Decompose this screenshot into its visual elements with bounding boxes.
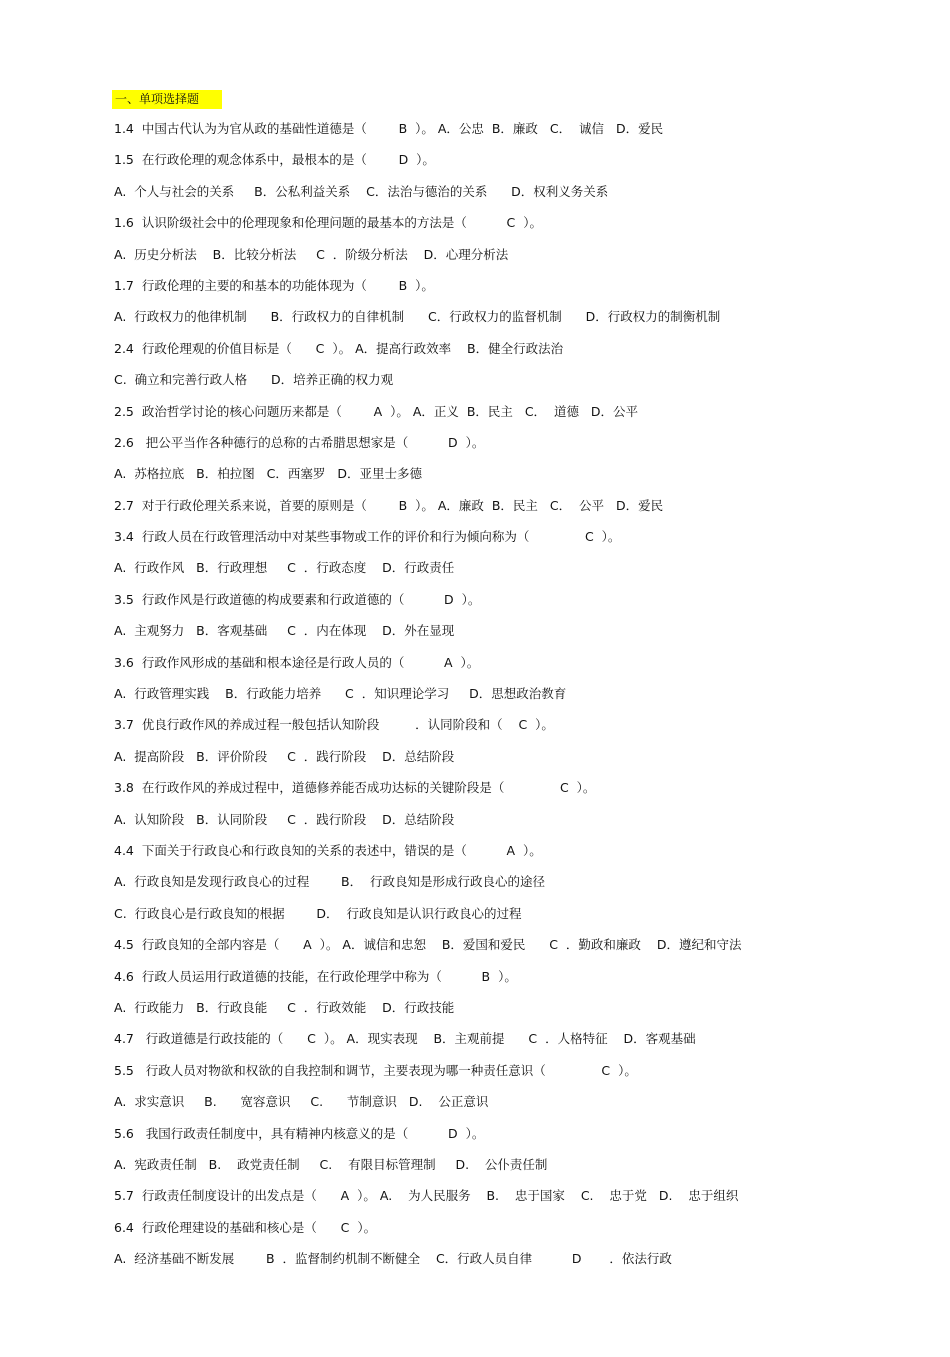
question-line: A. 个人与社会的关系 B．公私利益关系 C．法治与德治的关系 D．权利义务关系 [114, 183, 609, 199]
question-line: 5.6 我国行政责任制度中，具有精神内核意义的是（ D ）。 [114, 1125, 485, 1141]
question-line: 4.5 行政良知的全部内容是（ A ）。 A．诚信和忠恕 B．爱国和爱民 C ．勤政和廉政 D．遵纪和守法 [114, 937, 742, 953]
question-line: 2.7 对于行政伦理关系来说，首要的原则是（ B ）。 A．廉政 B．民主 C． 公平 D．爱民 [114, 497, 664, 513]
question-line: 3.7 优良行政作风的养成过程一般包括认知阶段 ．认同阶段和（ C ）。 [114, 717, 554, 733]
question-line: 2.4 行政伦理观的价值目标是（ C ）。 A．提高行政效率 B．健全行政法治 [114, 340, 564, 356]
question-line: 2.5 政治哲学讨论的核心问题历来都是（ A ）。 A．正义 B．民主 C． 道德 D．公平 [114, 403, 639, 419]
question-line: 3.4 行政人员在行政管理活动中对某些事物或工作的评价和行为倾向称为（ C ）。 [114, 529, 621, 545]
question-line: C. 行政良心是行政良知的根据 D． 行政良知是认识行政良心的过程 [114, 905, 522, 921]
question-line: 1.7 行政伦理的主要的和基本的功能体现为（ B ）。 [114, 277, 434, 293]
question-line: 3.5 行政作风是行政道德的构成要素和行政道德的（ D ）。 [114, 591, 481, 607]
question-line: A. 苏格拉底 B．柏拉图 C．西塞罗 D．亚里士多德 [114, 466, 422, 482]
question-line: 3.8 在行政作风的养成过程中，道德修养能否成功达标的关键阶段是（ C ）。 [114, 780, 596, 796]
question-line: C. 确立和完善行政人格 D．培养正确的权力观 [114, 372, 394, 388]
question-line: 5.7 行政责任制度设计的出发点是（ A ）。 A. 为人民服务 B. 忠于国家 C. 忠于党 D. 忠于组织 [114, 1188, 739, 1204]
question-line: 2.6 把公平当作各种德行的总称的古希腊思想家是（ D ）。 [114, 434, 485, 450]
question-line: A. 提高阶段 B．评价阶段 C ．践行阶段 D．总结阶段 [114, 748, 455, 764]
question-line: A. 认知阶段 B．认同阶段 C ．践行阶段 D．总结阶段 [114, 811, 455, 827]
question-line: A. 行政良知是发现行政良心的过程 B． 行政良知是形成行政良心的途径 [114, 874, 546, 890]
question-line: A. 行政管理实践 B．行政能力培养 C ．知识理论学习 D．思想政治教育 [114, 686, 567, 702]
question-line: 4.4 下面关于行政良心和行政良知的关系的表述中，错误的是（ A ）。 [114, 842, 542, 858]
question-line: 4.7 行政道德是行政技能的（ C ）。 A．现实表现 B．主观前提 C ．人格特征 D．客观基础 [114, 1031, 696, 1047]
section-heading: 一、单项选择题 [112, 90, 222, 109]
question-line: A. 历史分析法 B．比较分析法 C ．阶级分析法 D．心理分析法 [114, 246, 509, 262]
question-line: A. 经济基础不断发展 B ．监督制约机制不断健全 C．行政人员自律 D ．依法行政 [114, 1251, 672, 1267]
question-line: 1.4 中国古代认为为官从政的基础性道德是（ B ）。 A．公忠 B．廉政 C． 诚信 D．爱民 [114, 121, 664, 136]
question-line: A. 求实意识 B. 宽容意识 C. 节制意识 D. 公正意识 [114, 1094, 489, 1110]
question-line: 3.6 行政作风形成的基础和根本途径是行政人员的（ A ）。 [114, 654, 480, 670]
question-line: A. 行政能力 B．行政良能 C ．行政效能 D．行政技能 [114, 999, 455, 1015]
question-list [114, 119, 914, 1280]
question-line: 6.4 行政伦理建设的基础和核心是（ C ）。 [114, 1219, 377, 1235]
question-line: A. 行政作风 B．行政理想 C ．行政态度 D．行政责任 [114, 560, 455, 576]
question-line: 1.5 在行政伦理的观念体系中，最根本的是（ D ）。 [114, 152, 435, 168]
question-line: A. 宪政责任制 B. 政党责任制 C. 有限目标管理制 D. 公仆责任制 [114, 1156, 548, 1172]
question-line: A. 行政权力的他律机制 B．行政权力的自律机制 C．行政权力的监督机制 D．行政权力的制衡机制 [114, 309, 721, 325]
question-line: 5.5 行政人员对物欲和权欲的自我控制和调节，主要表现为哪一种责任意识（ C ）。 [114, 1062, 637, 1078]
question-line: 4.6 行政人员运用行政道德的技能，在行政伦理学中称为（ B ）。 [114, 968, 517, 984]
question-line: 1.6 认识阶级社会中的伦理现象和伦理问题的最基本的方法是（ C ）。 [114, 215, 542, 231]
question-line: A. 主观努力 B．客观基础 C ．内在体现 D．外在显现 [114, 623, 455, 639]
